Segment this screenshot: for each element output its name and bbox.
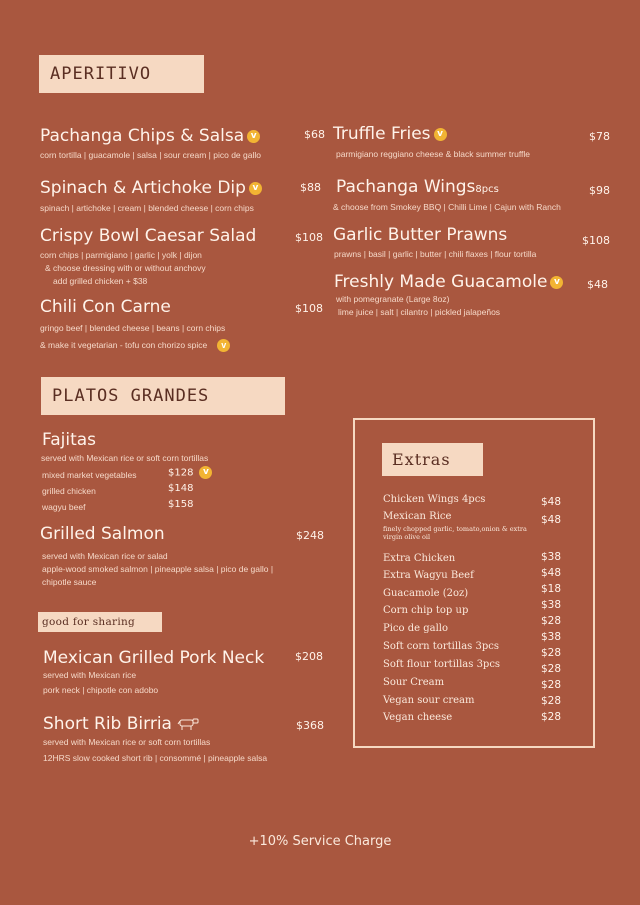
- vegetarian-icon: v: [247, 130, 260, 143]
- item-title: Spinach & Artichoke Dip v: [40, 178, 262, 198]
- item-desc: served with Mexican rice or soft corn tortillas: [43, 737, 211, 747]
- extra-price: $38: [541, 599, 562, 611]
- item-desc: parmigiano reggiano cheese & black summer truffle: [336, 149, 531, 159]
- item-title: Mexican Grilled Pork Neck: [43, 648, 265, 668]
- cow-icon: [177, 717, 199, 731]
- item-price: $98: [589, 184, 610, 197]
- extra-price: $28: [541, 663, 562, 675]
- extra-item: Pico de gallo: [383, 623, 449, 634]
- vegetarian-icon: v: [199, 466, 212, 479]
- vegetarian-icon: v: [434, 128, 447, 141]
- aperitivo-heading-text: APERITIVO: [50, 64, 152, 84]
- item-price: $108: [295, 302, 323, 315]
- item-price: $108: [582, 234, 610, 247]
- item-price: $78: [589, 130, 610, 143]
- item-title: Truffle Fries v: [333, 124, 447, 144]
- sharing-label: good for sharing: [38, 612, 162, 632]
- extra-price: $28: [541, 711, 562, 723]
- option-price: $148: [168, 483, 194, 494]
- extra-price: $38: [541, 551, 562, 563]
- option-price: $128 v: [168, 466, 212, 479]
- extra-item-sub: finely chopped garlic, tomato,onion & extra virgin olive oil: [383, 525, 527, 541]
- platos-heading-text: PLATOS GRANDES: [52, 386, 210, 406]
- extra-item: Mexican Rice: [383, 511, 452, 522]
- vegetarian-icon: v: [217, 339, 230, 352]
- extra-item: Guacamole (2oz): [383, 588, 469, 599]
- extra-item: Extra Chicken: [383, 553, 456, 564]
- item-price: $108: [295, 231, 323, 244]
- extra-item: Extra Wagyu Beef: [383, 570, 474, 581]
- item-price: $368: [296, 719, 324, 732]
- item-desc: lime juice | salt | cilantro | pickled jalapeños: [338, 307, 501, 317]
- item-title: Chili Con Carne: [40, 297, 171, 317]
- vegetarian-icon: v: [249, 182, 262, 195]
- extras-heading: Extras: [382, 443, 483, 476]
- item-desc: served with Mexican rice or salad: [42, 551, 168, 561]
- item-price: $208: [295, 650, 323, 663]
- option-label: grilled chicken: [42, 486, 96, 496]
- extra-item: Soft corn tortillas 3pcs: [383, 641, 499, 652]
- platos-heading: [41, 377, 285, 415]
- extra-price: $48: [541, 496, 562, 508]
- item-note: & make it vegetarian - tofu con chorizo spice v: [40, 339, 230, 352]
- service-charge: +10% Service Charge: [248, 834, 392, 849]
- item-desc: served with Mexican rice or soft corn tortillas: [41, 453, 209, 463]
- item-desc: gringo beef | blended cheese | beans | corn chips: [40, 323, 226, 333]
- item-title: Garlic Butter Prawns: [333, 225, 508, 245]
- extra-item: Vegan sour cream: [383, 695, 475, 706]
- item-title: Short Rib Birria: [43, 714, 199, 734]
- item-desc: served with Mexican rice: [43, 670, 137, 680]
- item-desc: corn tortilla | guacamole | salsa | sour cream | pico de gallo: [40, 150, 261, 160]
- vegetarian-icon: v: [550, 276, 563, 289]
- extra-price: $28: [541, 647, 562, 659]
- option-price: $158: [168, 499, 194, 510]
- item-desc: corn chips | parmigiano | garlic | yolk | dijon: [40, 250, 202, 260]
- item-desc: apple-wood smoked salmon | pineapple salsa | pico de gallo |: [42, 564, 274, 574]
- item-note: add grilled chicken + $38: [53, 276, 148, 286]
- item-price: $48: [587, 278, 608, 291]
- item-price: $68: [304, 128, 325, 141]
- extra-item: Corn chip top up: [383, 605, 469, 616]
- extra-price: $18: [541, 583, 562, 595]
- option-label: mixed market vegetables: [42, 470, 137, 480]
- extra-item: Sour Cream: [383, 677, 445, 688]
- item-desc: prawns | basil | garlic | butter | chili flaxes | flour tortilla: [334, 249, 537, 259]
- item-title: Grilled Salmon: [40, 524, 165, 544]
- item-title: Pachanga Chips & Salsa v: [40, 126, 260, 146]
- aperitivo-heading: [39, 55, 204, 93]
- item-desc: & choose from Smokey BBQ | Chilli Lime | Cajun with Ranch: [333, 202, 561, 212]
- item-sub: with pomegranate (Large 8oz): [336, 294, 450, 304]
- item-title: Fajitas: [42, 430, 97, 450]
- item-title: Freshly Made Guacamole v: [334, 272, 563, 292]
- extra-price: $48: [541, 567, 562, 579]
- item-desc: pork neck | chipotle con adobo: [43, 685, 159, 695]
- extra-price: $38: [541, 631, 562, 643]
- extra-item: Vegan cheese: [383, 712, 453, 723]
- extra-item: Soft flour tortillas 3pcs: [383, 659, 501, 670]
- item-title: Pachanga Wings8pcs: [336, 177, 499, 197]
- item-desc: spinach | artichoke | cream | blended cheese | corn chips: [40, 203, 254, 213]
- item-price: $248: [296, 529, 324, 542]
- extra-item: Chicken Wings 4pcs: [383, 494, 486, 505]
- option-label: wagyu beef: [42, 502, 86, 512]
- extra-price: $28: [541, 679, 562, 691]
- item-title: Crispy Bowl Caesar Salad: [40, 226, 257, 246]
- extra-price: $28: [541, 695, 562, 707]
- item-desc: 12HRS slow cooked short rib | consommé | pineapple salsa: [43, 753, 268, 763]
- item-note: & choose dressing with or without anchovy: [45, 263, 206, 273]
- item-desc: chipotle sauce: [42, 577, 97, 587]
- extra-price: $48: [541, 514, 562, 526]
- extra-price: $28: [541, 615, 562, 627]
- item-price: $88: [300, 181, 321, 194]
